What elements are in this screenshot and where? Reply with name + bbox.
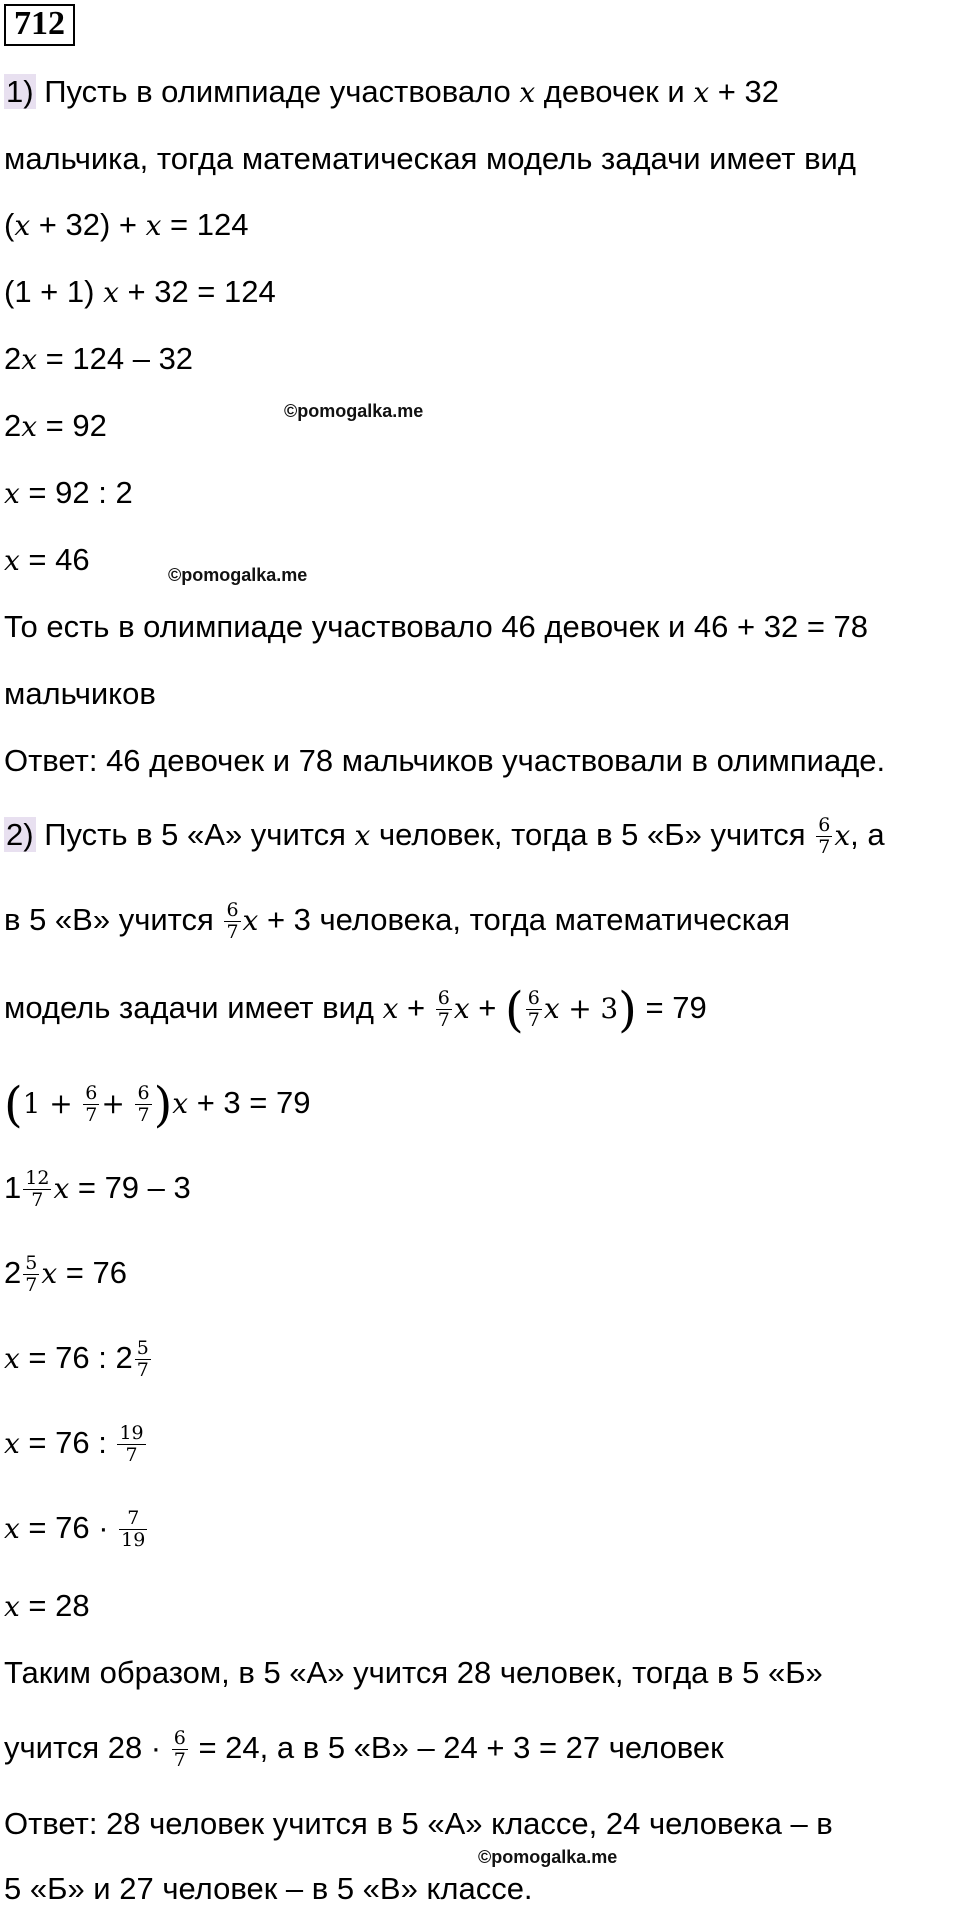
p1-answer: Ответ: 46 девочек и 78 мальчиков участвовали в олимпиаде. [4, 743, 886, 778]
fraction: $\frac{19}{7}$ [119, 1422, 144, 1467]
p1-marker: 1) [6, 74, 34, 109]
p1-result-1: То есть в олимпиаде участвовало 46 девочек и 46 + 32 = 78 [4, 609, 869, 644]
task-number: 712 [4, 4, 75, 46]
p2-line-8: x = 76 : $\frac{19}{7}$ [4, 1422, 144, 1467]
p2-line-2: в 5 «В» учится $\frac{6}{7}$ x + 3 человека, тогда математическая [4, 899, 791, 944]
p2-line-3: модель задачи имеет вид x + $\frac{6}{7}$ x + ( $\frac{6}{7}$ x + 3) = 79 [4, 981, 707, 1038]
p1-line-intro2: мальчика, тогда математическая модель задачи имеет вид [4, 141, 856, 176]
p1-line-intro: 1) Пусть в олимпиаде участвовало x девочек и x + 32 [6, 74, 779, 109]
p2-line-4: (1 + $\frac{6}{7}$ + $\frac{6}{7}$ )x + 3 = 79 [4, 1076, 311, 1133]
p1-eq3: 2x = 124 – 32 [4, 341, 194, 376]
fraction: $\frac{6}{7}$ [85, 1082, 98, 1127]
p1-eq2: (1 + 1) x + 32 = 124 [4, 274, 276, 309]
p1-eq1: (x + 32) + x = 124 [4, 207, 249, 242]
p2-line-9: x = 76 · $\frac{7}{19}$ [4, 1507, 146, 1552]
p2-line-1: 2) Пусть в 5 «А» учится x человек, тогда в 5 «Б» учится $\frac{6}{7}$ x, а [6, 814, 885, 859]
fraction: $\frac{6}{7}$ [527, 987, 540, 1032]
watermark: ©pomogalka.me [284, 401, 424, 421]
p1-eq4: 2x = 92 [4, 408, 107, 443]
p2-line-7: x = 76 : 2 $\frac{5}{7}$ [4, 1337, 149, 1382]
fraction: $\frac{6}{7}$ [137, 1082, 150, 1127]
p2-answer-1: Ответ: 28 человек учится в 5 «А» классе, 24 человека – в [4, 1806, 833, 1841]
p1-eq6: x = 46 [4, 542, 90, 577]
fraction: $\frac{12}{7}$ [25, 1167, 50, 1212]
watermark: ©pomogalka.me [168, 565, 308, 585]
p1-eq5: x = 92 : 2 [4, 475, 133, 510]
fraction: $\frac{6}{7}$ [173, 1727, 186, 1772]
p2-line-5: 1 $\frac{12}{7}$ x = 79 – 3 [4, 1167, 191, 1212]
p2-line-10: x = 28 [4, 1588, 90, 1623]
fraction: $\frac{5}{7}$ [136, 1337, 149, 1382]
fraction: $\frac{7}{19}$ [121, 1507, 146, 1552]
p2-answer-2: 5 «Б» и 27 человек – в 5 «В» классе. [4, 1871, 533, 1906]
watermark: ©pomogalka.me [478, 1847, 618, 1867]
p2-result-1: Таким образом, в 5 «А» учится 28 человек, тогда в 5 «Б» [4, 1655, 823, 1690]
fraction: $\frac{6}{7}$ [818, 814, 831, 859]
p2-line-6: 2 $\frac{5}{7}$ x = 76 [4, 1252, 127, 1297]
fraction: $\frac{5}{7}$ [25, 1252, 38, 1297]
fraction: $\frac{6}{7}$ [437, 987, 450, 1032]
p1-result-2: мальчиков [4, 676, 156, 711]
p2-marker: 2) [6, 817, 34, 852]
p2-result-2: учится 28 · $\frac{6}{7}$ = 24, а в 5 «В» – 24 + 3 = 27 человек [4, 1727, 724, 1772]
fraction: $\frac{6}{7}$ [226, 899, 239, 944]
